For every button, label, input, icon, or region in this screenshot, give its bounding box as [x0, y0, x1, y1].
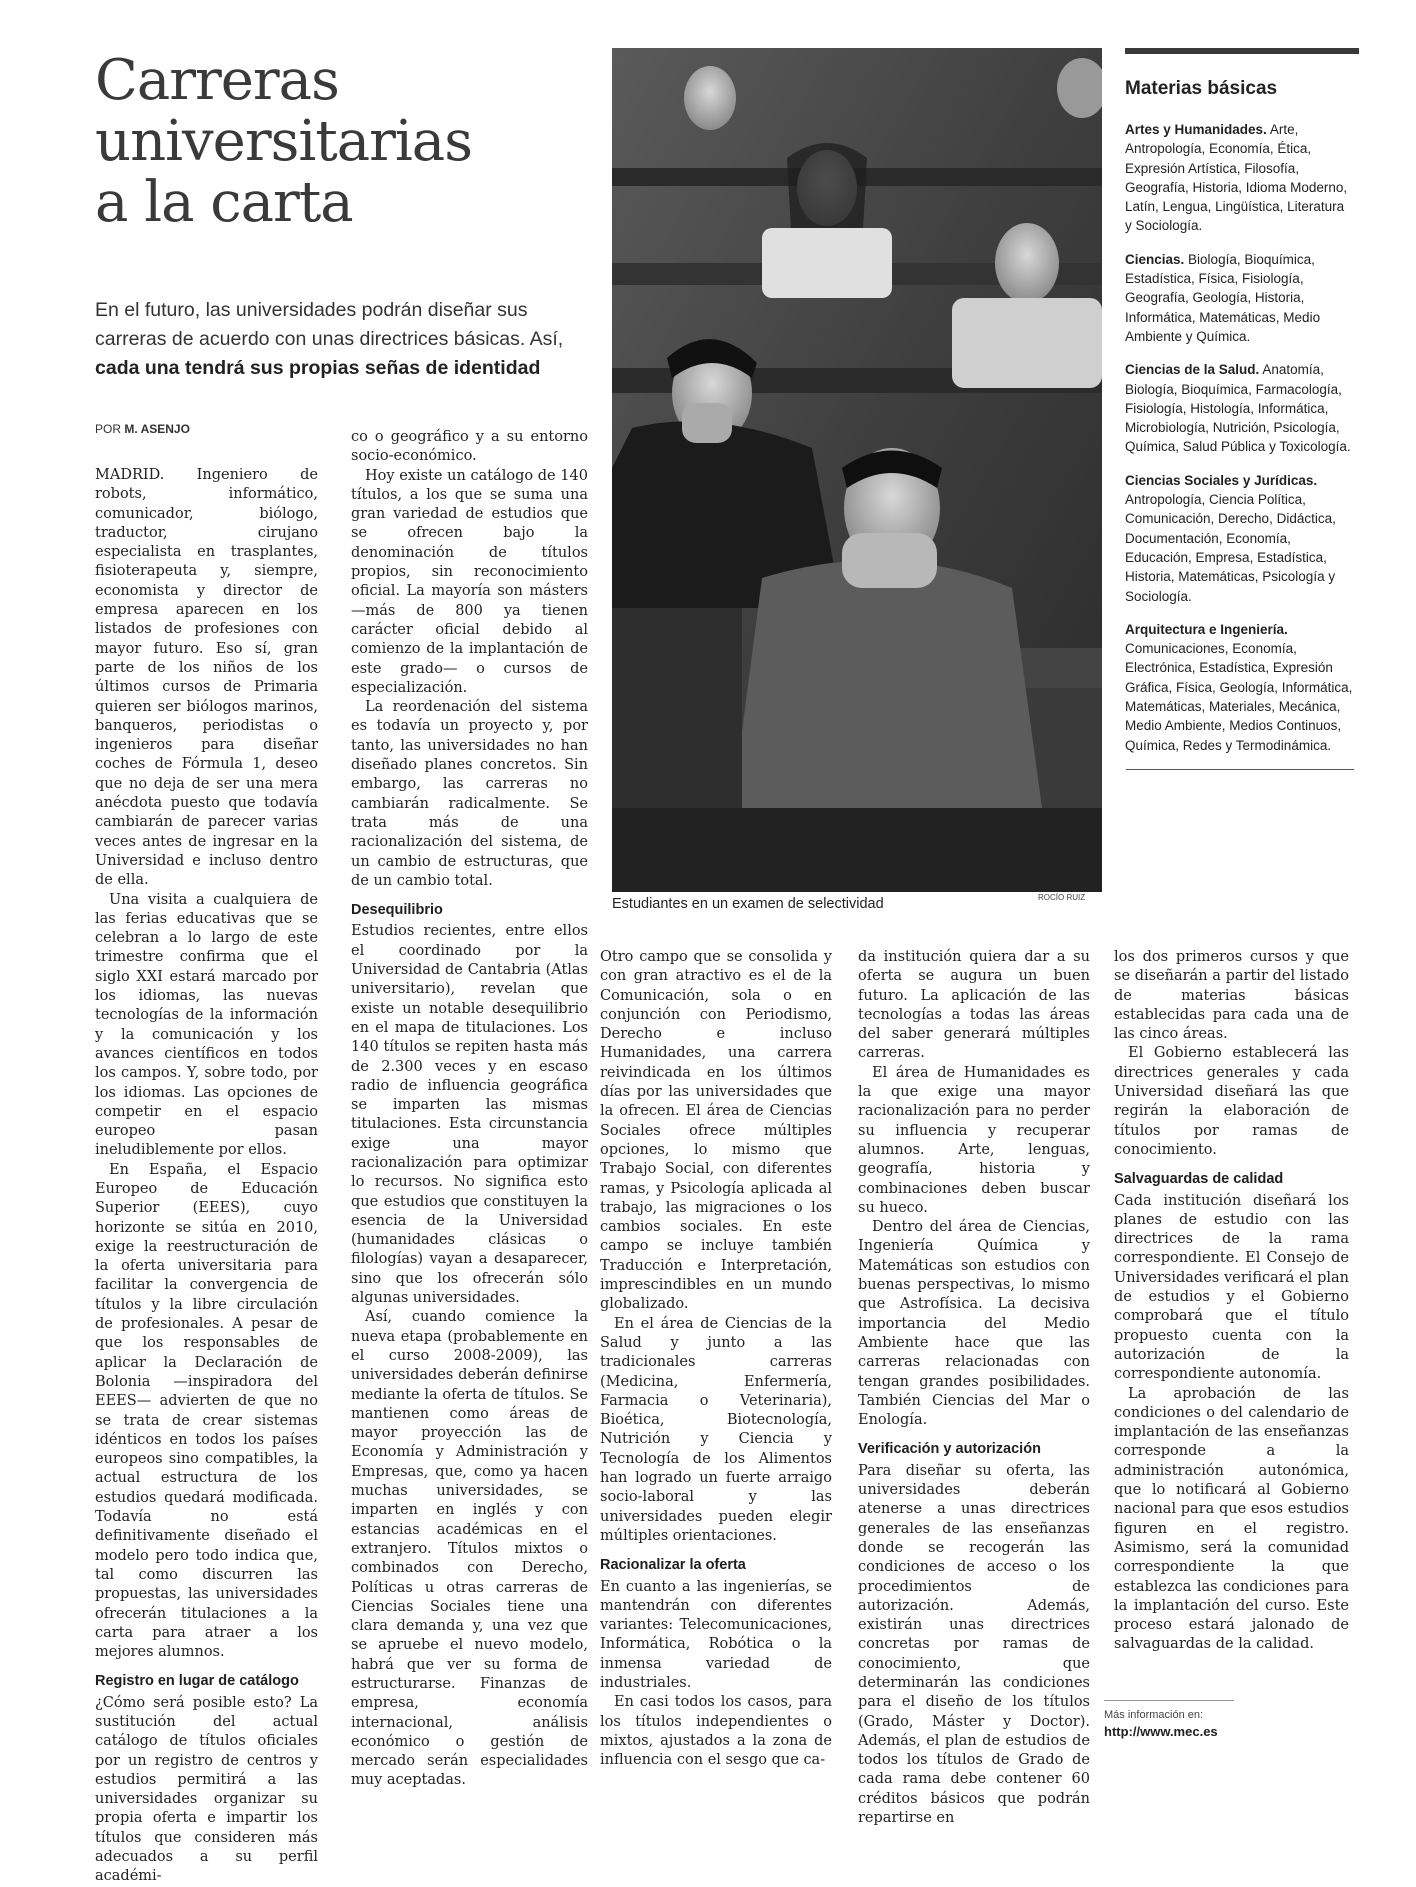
sidebar-section: [1120, 360, 1354, 456]
sidebar-materias-basicas: [1120, 48, 1354, 770]
more-info-link[interactable]: http://www.mec.es: [1104, 1724, 1218, 1739]
paragraph: En el área de Ciencias de la Salud y junto a las tradicionales carreras (Medicina, Enfermería, Farmacia o Veterinaria), Bioética, Biotecnología, Nutrición y Ciencia y Tecnología de los Alimentos han logrado un fuerte arraigo socio-laboral y las universidades pueden elegir múltiples orientaciones.: [600, 1315, 832, 1544]
paragraph: MADRID. Ingeniero de robots, informático, comunicador, biólogo, traductor, cirujano especialista en trasplantes, fisioterapeuta y, siempre, economista y director de empresa aparecen en los listados de profesiones con mayor futuro. Eso sí, gran parte de los niños de los últimos cursos de Primaria quieren ser biólogos marinos, banqueros, periodistas o ingenieros para diseñar coches de Fórmula 1, deseo que no deja de ser una mera anécdota puesto que todavía cambiarán de parecer varias veces antes de ingresar en la Universidad e incluso dentro de ella.: [95, 467, 318, 889]
paragraph: El área de Humanidades es la que exige una mayor racionalización para no perder su influencia y recuperar alumnos. Arte, lenguas, geografía, historia y combinaciones deben buscar su hueco.: [858, 1064, 1090, 1216]
paragraph: Para diseñar su oferta, las universidades deberán atenerse a unas directrices generales de las enseñanzas donde se recogerán las condiciones de acceso o los procedimientos de autorización. Además, existirán unas directrices concretas por ramas de conocimiento, que determinarán las condiciones para el diseño de los títulos (Grado, Máster y Doctor). Además, el plan de estudios de todos los títulos de Grado de cada rama debe contener 60 créditos básicos que podrán repartirse en: [858, 1462, 1090, 1827]
subheading: Racionalizar la oferta: [600, 1557, 746, 1574]
section-head: Ciencias.: [1125, 251, 1185, 267]
paragraph: La reordenación del sistema es todavía un proyecto y, por tanto, las universidades no han diseñado planes concretos. Sin embargo, las carreras no cambiarán radicalmente. Se trata más de una racionalización del sistema, de un cambio de estructuras, que de un cambio total.: [351, 699, 588, 889]
photo-image: [612, 48, 1102, 892]
paragraph: Cada institución diseñará los planes de estudio con las directrices de la rama correspondiente. El Consejo de Universidades verificará el plan de estudios y el Gobierno comprobará que el título propuesto cuenta con la autorización de la correspondiente autonomía.: [1114, 1192, 1349, 1383]
article-column-3: [600, 948, 832, 1770]
section-body: Antropología, Ciencia Política, Comunicación, Derecho, Didáctica, Documentación, Economía, Educación, Empresa, Estadística, Historia, Matemáticas, Psicología y Sociología.: [1125, 492, 1336, 604]
article-column-1: [95, 466, 318, 1887]
more-info-label: Más información en:: [1104, 1709, 1204, 1721]
subheading: Salvaguardas de calidad: [1114, 1171, 1284, 1188]
paragraph: La aprobación de las condiciones o del calendario de implantación de las enseñanzas corresponde a la administración autonómica, que lo notificará al Gobierno nacional para que esos estudios figuren en el registro. Asimismo, será la comunidad correspondiente la que establezca las condiciones para la implantación del curso. Este proceso estará jalonado de salvaguardas de la calidad.: [1114, 1385, 1349, 1653]
section-head: Artes y Humanidades.: [1125, 122, 1267, 137]
section-head: Ciencias de la Salud.: [1125, 362, 1260, 378]
paragraph: ¿Cómo será posible esto? La sustitución del actual catálogo de títulos oficiales por un registro de centros y estudios permitirá a las universidades organizar su propia oferta e impartir los títulos que consideren más adecuados a su perfil académi-: [95, 1694, 318, 1885]
paragraph: Una visita a cualquiera de las ferias educativas que se celebran a lo largo de este trimestre confirma que el siglo XXI estará marcado por los idiomas, las nuevas tecnologías de la información y la comunicación y los avances científicos en todos los campos. Y, sobre todo, por los idiomas. Las opciones de competir en el espacio europeo pasan ineludiblemente por ellos.: [95, 891, 318, 1159]
paragraph: Así, cuando comience la nueva etapa (probablemente en el curso 2008-2009), las universidades deberán definirse mediante la oferta de títulos. Se mantienen como áreas de mayor proyección las de Economía y Administración y Empresas, que, como ya hacen muchas universidades, se imparten en inglés y con estancias académicas en el extranjero. Títulos mixtos o combinados con Derecho, Políticas u otras carreras de Ciencias Sociales tiene una clara demanda y, una vez que se apruebe el nuevo modelo, habrá que ver su forma de estructurarse. Finanzas de empresa, economía internacional, análisis económico o gestión de mercado serán especialidades muy aceptadas.: [351, 1309, 588, 1789]
headline-line-1: Carreras: [95, 48, 339, 113]
section-body: Biología, Bioquímica, Estadística, Física, Fisiología, Geografía, Geología, Historia, Informática, Matemáticas, Medio Ambiente y Química.: [1125, 251, 1321, 344]
article-column-2: [351, 428, 588, 1791]
subheading: Desequilibrio: [351, 902, 443, 919]
photo-students-exam: [612, 48, 1102, 892]
paragraph: los dos primeros cursos y que se diseñarán a partir del listado de materias básicas establecidas para cada una de las cinco áreas.: [1114, 949, 1349, 1043]
paragraph: da institución quiera dar a su oferta se augura un buen futuro. La aplicación de las tecnologías a todas las áreas del saber generará múltiples carreras.: [858, 949, 1090, 1062]
sidebar-section: [1120, 250, 1354, 346]
paragraph: Dentro del área de Ciencias, Ingeniería Química y Matemáticas son estudios con buenas perspectivas, lo mismo que Astrofísica. La decisiva importancia del Medio Ambiente hace que las carreras relacionadas con tengan grandes posibilidades. También Ciencias del Mar o Enología.: [858, 1219, 1090, 1429]
byline: [95, 422, 190, 436]
paragraph: El Gobierno establecerá las directrices generales y cada Universidad diseñará las que regirán la elaboración de títulos por ramas de conocimiento.: [1114, 1045, 1349, 1158]
more-info: [1104, 1700, 1234, 1739]
article-column-5: [1114, 948, 1349, 1655]
paragraph: Otro campo que se consolida y con gran atractivo es el de la Comunicación, sola o en conjunción con Periodismo, Derecho e incluso Humanidades, una carrera reivindicada en los últimos días por las universidades que la ofrecen. El área de Ciencias Sociales ofrece múltiples opciones, lo mismo que Trabajo Social, con diferentes ramas, y Psicología aplicada al trabajo, las migraciones o los cambios sociales. En este campo se incluye también Traducción e Interpretación, imprescindibles en un mundo globalizado.: [600, 949, 832, 1313]
sidebar-bottom-rule: [1126, 769, 1354, 770]
subheading: Registro en lugar de catálogo: [95, 1673, 299, 1690]
sidebar-section: [1120, 471, 1354, 606]
paragraph: En casi todos los casos, para los títulos independientes o mixtos, ajustados a la zona de influencia con el sesgo que ca-: [600, 1694, 832, 1769]
subheading: Verificación y autorización: [858, 1441, 1041, 1458]
sidebar-section: [1120, 120, 1354, 236]
section-head: Ciencias Sociales y Jurídicas.: [1125, 472, 1318, 488]
section-body: Arte, Antropología, Economía, Ética, Expresión Artística, Filosofía, Geografía, Historia, Idioma Moderno, Latín, Lengua, Lingüística, Literatura y Sociología.: [1125, 122, 1348, 234]
paragraph: Hoy existe un catálogo de 140 títulos, a los que se suma una gran variedad de estudios que se ofrecen bajo la denominación de títulos propios, sin reconocimiento oficial. La mayoría son másters —más de 800 ya tienen carácter oficial debido al comienzo de la implantación de este grado— o cursos de especialización.: [351, 467, 588, 696]
photo-caption: Estudiantes en un examen de selectividad: [612, 896, 884, 912]
section-body: Anatomía, Biología, Bioquímica, Farmacología, Fisiología, Histología, Informática, Microbiología, Nutrición, Psicología, Química, Salud Pública y Toxicología.: [1125, 362, 1351, 455]
sidebar-section: [1120, 620, 1354, 755]
lede: [95, 296, 585, 383]
paragraph: co o geográfico y a su entorno socio-económico.: [351, 429, 588, 465]
paragraph: En cuanto a las ingenierías, se mantendrán con diferentes variantes: Telecomunicaciones, Informática, Robótica o la inmensa variedad de industriales.: [600, 1578, 832, 1691]
sidebar-top-rule: [1125, 48, 1359, 54]
section-head: Arquitectura e Ingeniería.: [1125, 621, 1288, 637]
headline-line-3: a la carta: [95, 170, 353, 235]
headline-line-2: universitarias: [95, 109, 472, 174]
paragraph: En España, el Espacio Europeo de Educación Superior (EEES), cuyo horizonte se sitúa en 2010, exige la reestructuración de la oferta universitaria para facilitar la convergencia de títulos y la libre circulación de profesionales. A pesar de que los responsables de aplicar la Declaración de Bolonia —inspiradora del EEES— advierten de que no se trata de crear sistemas idénticos en todos los países europeos sino compatibles, la actual estructura de los estudios quedará modificada. Todavía no está definitivamente diseñado el modelo pero todo indica que, tal como discurren las propuestas, las universidades ofrecerán titulaciones a la carta para atraer a los mejores alumnos.: [95, 1161, 318, 1661]
headline: [95, 50, 595, 233]
photo-credit: ROCÍO RUIZ: [1038, 893, 1086, 902]
sidebar-title: Materias básicas: [1125, 78, 1278, 99]
byline-prefix: POR: [95, 422, 122, 436]
article-column-4: [858, 948, 1090, 1828]
section-body: Comunicaciones, Economía, Electrónica, Estadística, Expresión Gráfica, Física, Geología, Informática, Matemáticas, Materiales, Mecánica, Medio Ambiente, Medios Continuos, Química, Redes y Termodinámica.: [1125, 641, 1353, 753]
more-info-rule: [1104, 1700, 1234, 1701]
byline-author: M. ASENJO: [124, 422, 190, 436]
lede-bold: cada una tendrá sus propias señas de identidad: [95, 357, 541, 379]
paragraph: Estudios recientes, entre ellos el coordinado por la Universidad de Cantabria (Atlas universitario), revelan que existe un notable desequilibrio en el mapa de titulaciones. Los 140 títulos se repiten hasta más de 2.300 veces y en escaso radio de influencia geográfica se imparten las mismas titulaciones. Esta circunstancia exige una mayor racionalización para optimizar lo recursos. No significa esto que estudios que constituyen la esencia de la Universidad (humanidades clásicas o filologías) vayan a desaparecer, sino que los ofrecerán sólo algunas universidades.: [351, 923, 588, 1307]
lede-text: En el futuro, las universidades podrán diseñar sus carreras de acuerdo con unas directrices básicas. Así,: [95, 299, 564, 350]
